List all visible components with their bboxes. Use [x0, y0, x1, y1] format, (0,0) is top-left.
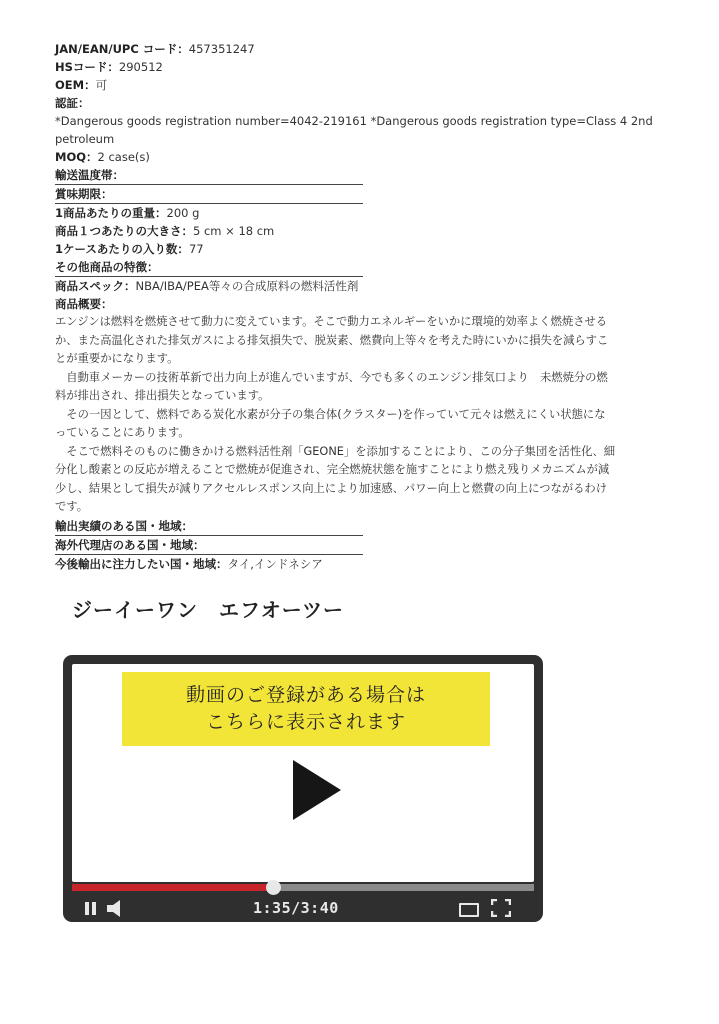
export-future-row — [55, 555, 665, 573]
overview-line: です。 — [55, 500, 88, 513]
overview-line: 少し、結果として損失が減りアクセルレスポンス向上により加速感、パワー向上と燃費の向上につながるわけ — [55, 481, 608, 495]
pause-icon[interactable] — [85, 902, 97, 915]
export-actual-row — [55, 517, 363, 536]
overview-line: 分化し酸素との反応が増えることで燃焼が促進され、完全燃焼状態を施すことにより燃え残りメカニズムが減 — [55, 463, 610, 476]
export-agency-row — [55, 536, 363, 555]
overview-line: っていることにあります。 — [55, 426, 190, 439]
export-actual-label: 輸出実績のある国・地域： — [55, 518, 193, 533]
expiry-row — [55, 185, 363, 204]
features-label: その他商品の特徴： — [55, 260, 159, 274]
product-spec-sheet — [55, 40, 665, 573]
overview-row — [55, 295, 665, 313]
banner-line-2: こちらに表示されます — [205, 711, 406, 733]
hs-row — [55, 58, 665, 76]
moq-value: 2 case(s) — [97, 150, 150, 164]
moq-label: MOQ： — [55, 150, 98, 164]
weight-label: 1商品あたりの重量： — [55, 206, 167, 220]
export-agency-label: 海外代理店のある国・地域： — [55, 537, 205, 552]
moq-row — [55, 148, 665, 166]
video-placeholder-banner — [122, 672, 490, 746]
hs-value: 290512 — [118, 60, 163, 74]
overview-line: か、また高温化された排気ガスによる排気損失で、脱炭素、燃費向上等々を考えた時にいかに損失を減らすこ — [55, 333, 609, 347]
case-qty-label: 1ケースあたりの入り数： — [55, 242, 189, 256]
video-screen[interactable] — [72, 664, 534, 882]
product-name: ジーイーワン エフオーツー — [72, 598, 344, 622]
overview-line: 料が排出され、排出損失となっています。 — [55, 389, 270, 402]
banner-line-1: 動画のご登録がある場合は — [185, 684, 426, 706]
cert-label: 認証： — [55, 96, 90, 110]
cert-row — [55, 94, 665, 112]
weight-row — [55, 204, 665, 222]
fullscreen-icon[interactable] — [491, 899, 511, 917]
temp-row — [55, 166, 363, 185]
features-row — [55, 258, 363, 277]
video-player[interactable] — [63, 655, 543, 922]
expiry-label: 賞味期限： — [55, 187, 113, 201]
overview-line: そこで燃料そのものに働きかける燃料活性剤「GEONE」を添加することにより、この分子集団を活性化、細 — [66, 444, 616, 458]
temp-label: 輸送温度帯： — [55, 168, 124, 182]
export-future-value: タイ,インドネシア — [227, 556, 323, 571]
captions-icon[interactable] — [459, 903, 479, 917]
overview-line: 自動車メーカーの技術革新で出力向上が進んでいますが、今でも多くのエンジン排気口より 未燃焼分の燃 — [66, 370, 608, 384]
oem-value: 可 — [95, 78, 108, 92]
hs-label: HSコード： — [55, 60, 119, 74]
overview-line: とが重要かになります。 — [55, 352, 179, 365]
overview-text — [55, 313, 665, 517]
play-icon[interactable] — [293, 760, 341, 820]
weight-value: 200 g — [166, 206, 200, 220]
export-future-label: 今後輸出に注力したい国・地域： — [55, 556, 228, 571]
overview-line: エンジンは燃料を燃焼させて動力に変えています。そこで動力エネルギーをいかに環境的効率よく燃焼させる — [55, 315, 608, 328]
case-qty-value: 77 — [188, 242, 204, 256]
spec-label: 商品スペック： — [55, 279, 136, 293]
dangerous-goods-line1: *Dangerous goods registration number=4042-219161 *Dangerous goods registration type=Class 4 2nd — [55, 114, 653, 128]
oem-label: OEM： — [55, 78, 96, 92]
volume-icon[interactable] — [107, 900, 129, 917]
overview-label: 商品概要： — [55, 297, 113, 311]
size-value: 5 cm × 18 cm — [193, 224, 275, 238]
dangerous-goods-line2: petroleum — [55, 132, 115, 146]
progress-handle[interactable] — [266, 880, 281, 895]
case-qty-row — [55, 240, 665, 258]
spec-row — [55, 277, 665, 295]
spec-value: NBA/IBA/PEA等々の合成原料の燃料活性剤 — [135, 279, 359, 293]
size-row — [55, 222, 665, 240]
overview-line: その一因として、燃料である炭化水素が分子の集合体(クラスター)を作っていて元々は燃えにくい状態にな — [66, 407, 606, 421]
time-display: 1:35/3:40 — [253, 899, 339, 917]
progress-bar[interactable] — [72, 884, 534, 891]
size-label: 商品１つあたりの大きさ： — [55, 224, 193, 238]
jan-row — [55, 40, 665, 58]
jan-label: JAN/EAN/UPC コード： — [55, 42, 189, 56]
jan-value: 457351247 — [188, 42, 255, 56]
progress-played — [72, 884, 273, 891]
oem-row — [55, 76, 665, 94]
